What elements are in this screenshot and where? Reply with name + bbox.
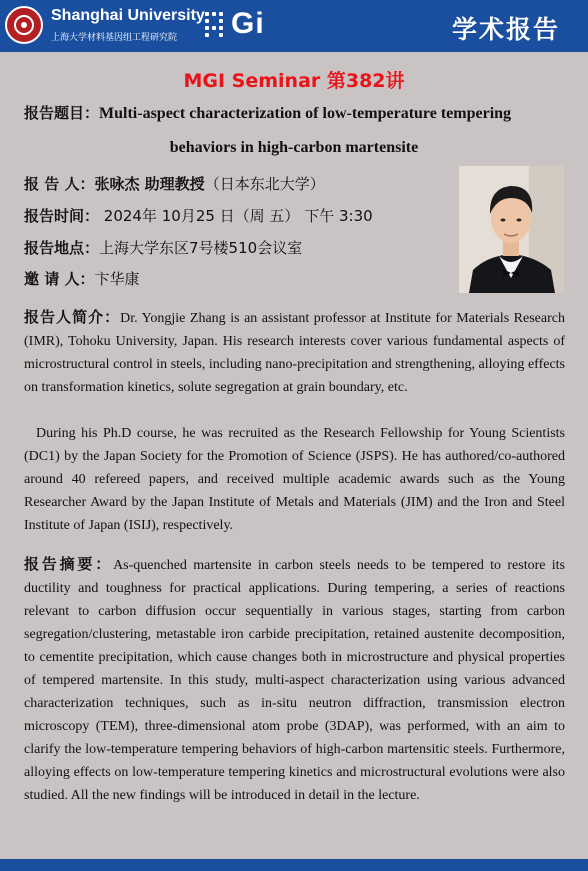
host-value: 卞华康: [94, 270, 140, 288]
mgi-logo-text: Gi: [231, 7, 265, 40]
mgi-dots-icon: [205, 12, 233, 40]
seal-center: [21, 22, 27, 28]
topic-row: [24, 102, 511, 123]
bio-paragraph-2: [24, 422, 565, 537]
bio-text-1: Dr. Yongjie Zhang is an assistant professor at Institute for Materials Research (IMR), Tohoku University, Japan. His research interests cover various fundamental aspects of microstructural control in steels, including nano-precipitation and strengthening, alloying effects on transformation kinetics, solute segregation at grain boundary, etc.: [24, 311, 565, 395]
university-seal-logo: [5, 6, 43, 44]
header-title: 学术报告: [451, 15, 560, 44]
bio-label: 报告人简介：: [24, 308, 121, 326]
bio-text-2: During his Ph.D course, he was recruited as the Research Fellowship for Young Scientists (DC1) by the Japan Society for the Promotion of Science (JSPS). He has authored/co-authored around 40 refereed papers, and received multiple academic awards such as the Young Researcher Award by the Japan Institute of Metals and Materials (JIM) and the Iron and Steel Institute of Japan (ISIJ), respectively.: [24, 426, 565, 533]
speaker-photo: [459, 166, 564, 293]
university-name-en: Shanghai University: [51, 7, 205, 24]
topic-line1: Multi-aspect characterization of low-temperature tempering: [99, 105, 512, 122]
place-value: 上海大学东区7号楼510会议室: [99, 239, 303, 257]
place-label: 报告地点：: [24, 239, 100, 257]
host-row: [24, 268, 139, 289]
abstract-label: 报告摘要：: [24, 555, 114, 573]
time-row: [24, 205, 373, 226]
abstract-text: As-quenched martensite in carbon steels needs to be tempered to restore its ductility and toughness for practical applications. During tempering, a series of reactions relevant to carbon diffusion occur sequentially in various stages, starting from carbon segregation/clustering, metastable iron carbide precipitation, retained austenite decomposition, to cementite precipitation, which cause changes both in microstructure and physical properties of tempered martensite. In this study, multi-aspect characterization using various advanced characterization techniques, such as in-situ neutron diffraction, transmission electron microscopy (TEM), three-dimensional atom probe (3DAP), was performed, with an aim to clarify the low-temperature tempering behaviors of high-carbon martensitic steels. Furthermore, alloying effects on low-temperature tempering kinetics and microstructural evolutions were also studied. All the new findings will be introduced in detail in the lecture.: [24, 558, 565, 803]
university-name-cn: 上海大学材料基因组工程研究院: [51, 33, 178, 43]
speaker-row: [24, 173, 325, 194]
speaker-label: 报 告 人：: [24, 175, 95, 193]
place-row: [24, 237, 302, 258]
speaker-affiliation: （日本东北大学）: [204, 175, 325, 193]
footer-bar: [0, 859, 588, 871]
time-value: 2024年 10月25 日（周 五） 下午 3:30: [99, 207, 373, 225]
seminar-title: MGI Seminar 第382讲: [183, 70, 405, 92]
mgi-logo: [205, 7, 277, 42]
time-label: 报告时间：: [24, 207, 100, 225]
speaker-name: 张咏杰 助理教授: [94, 175, 205, 193]
bio-paragraph-1: [24, 306, 565, 399]
header-bar: [0, 0, 588, 52]
abstract-paragraph: [24, 553, 565, 807]
topic-line2: behaviors in high-carbon martensite: [169, 139, 419, 156]
host-label: 邀 请 人：: [24, 270, 95, 288]
topic-label: 报告题目：: [24, 104, 100, 122]
